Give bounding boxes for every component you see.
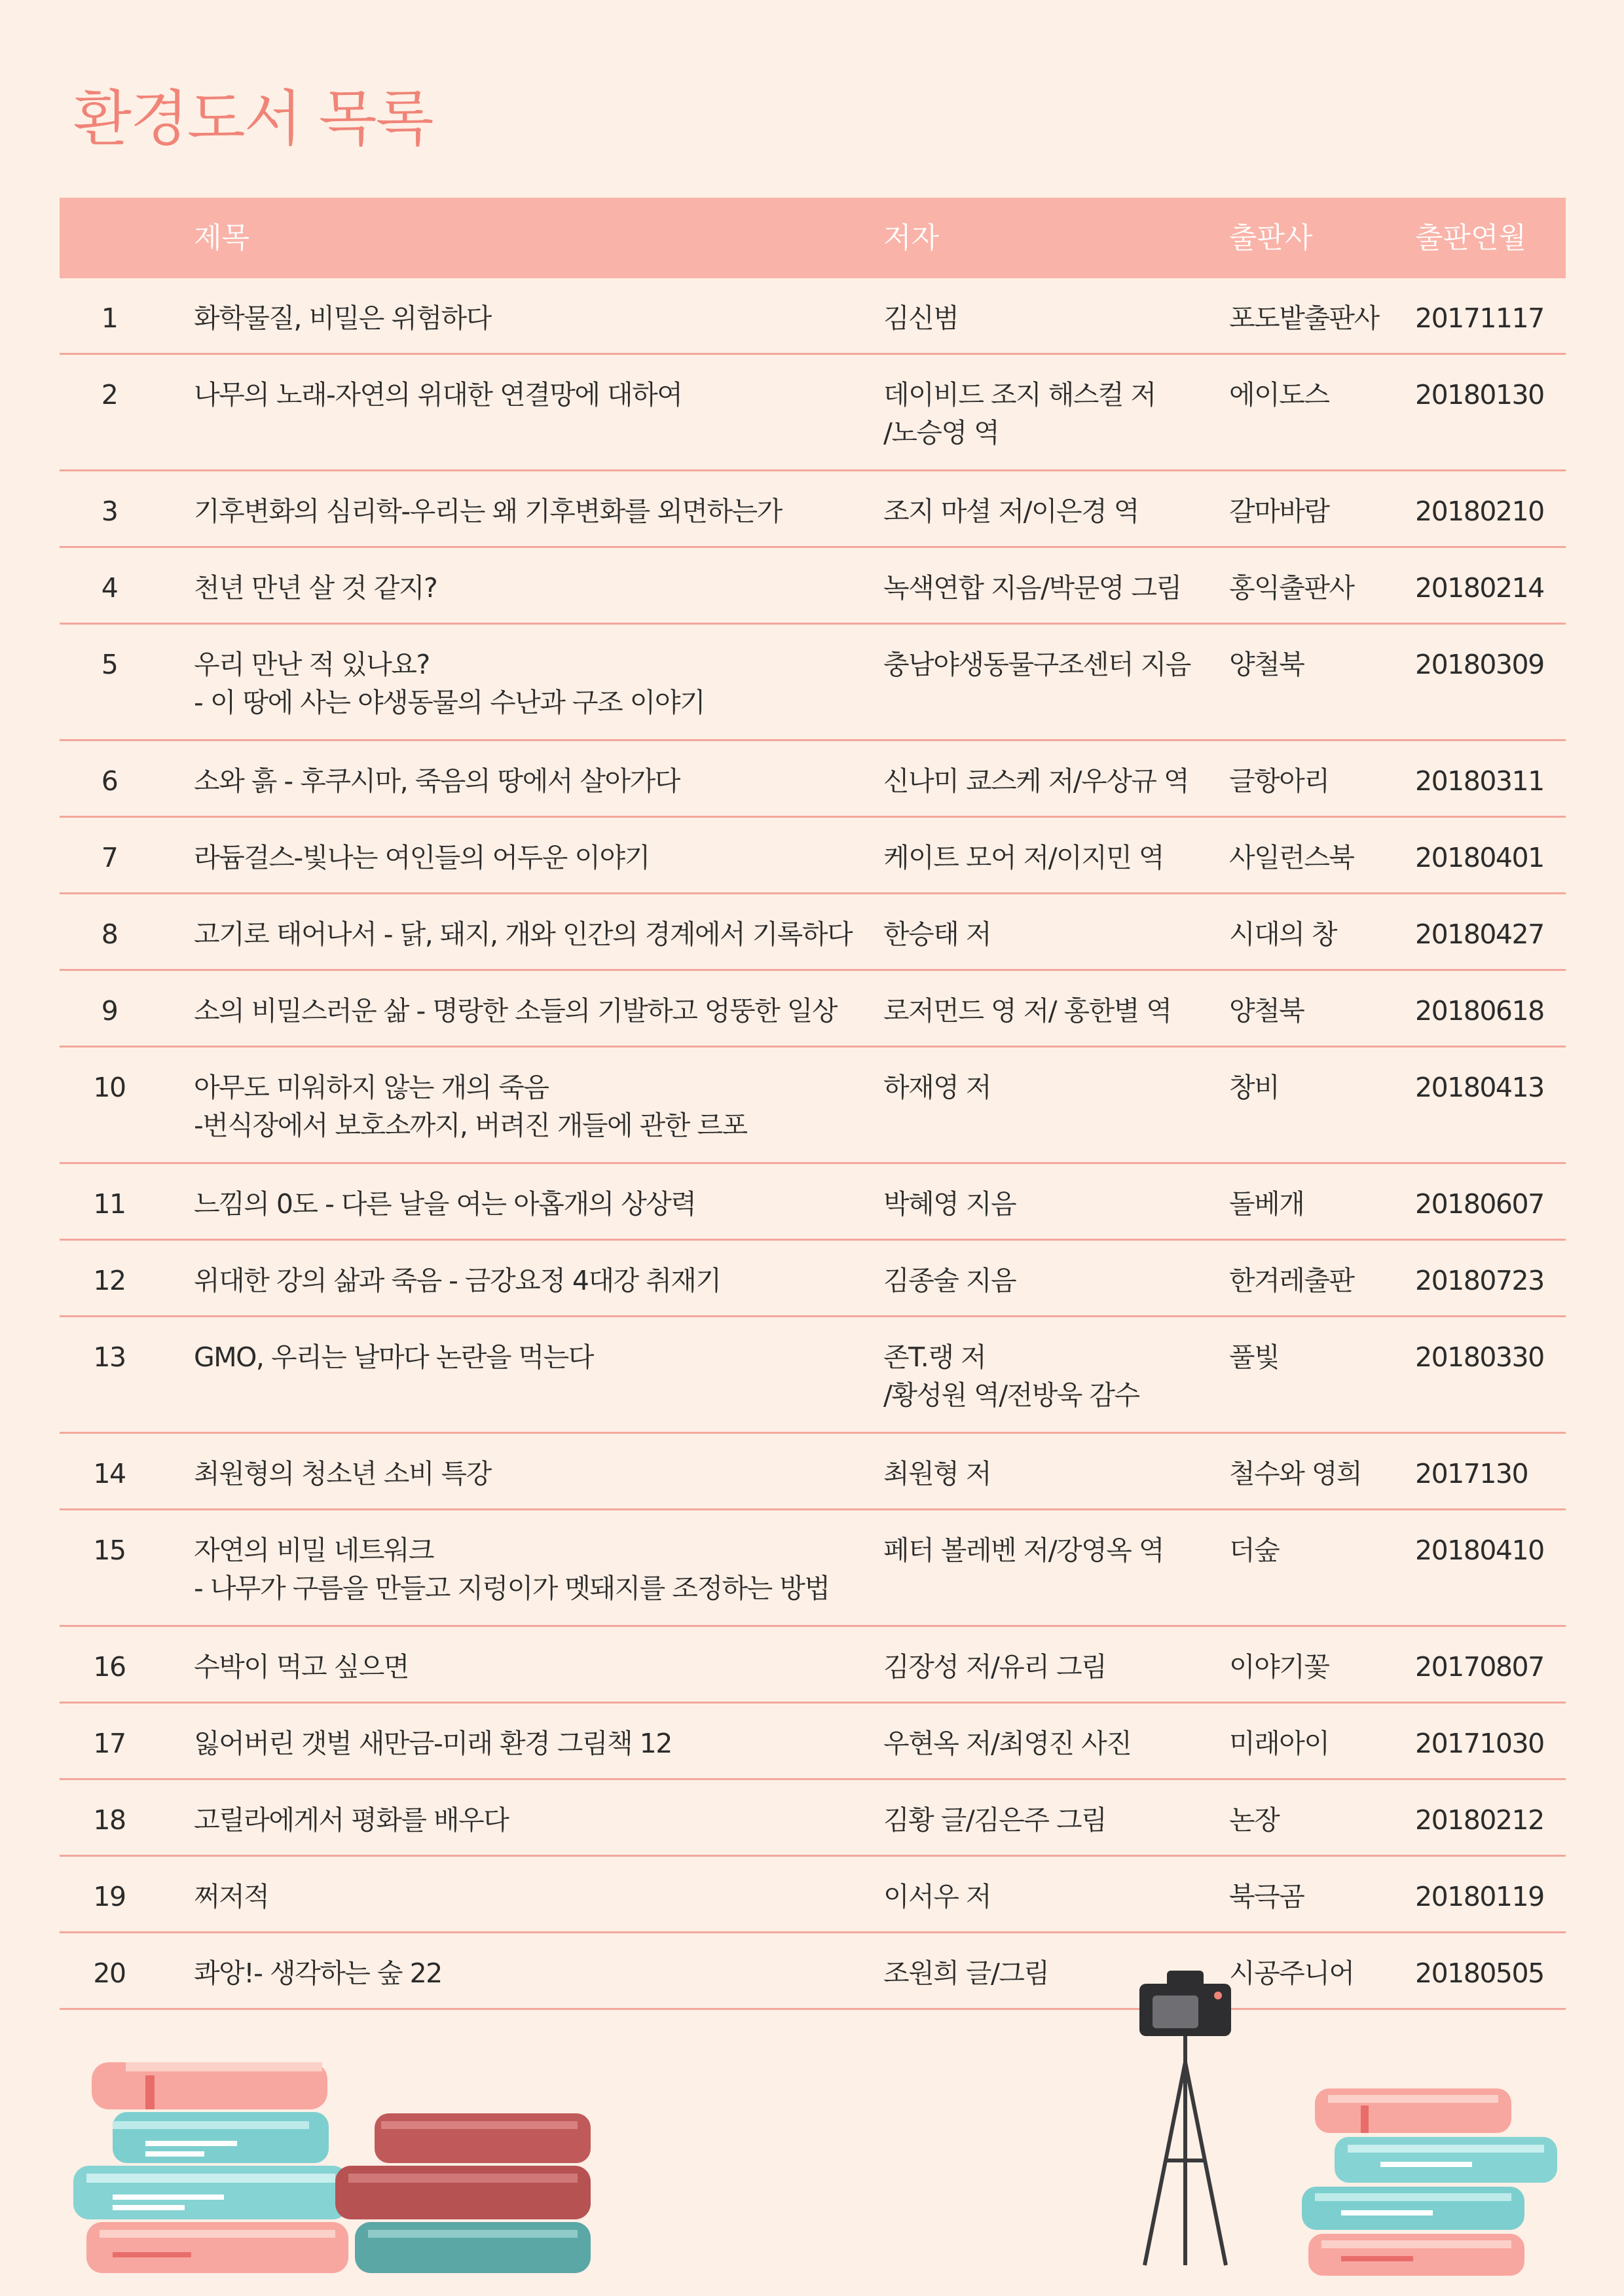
row-number: 4 — [101, 572, 118, 604]
table-row — [60, 1164, 1566, 1241]
book-title: 화학물질, 비밀은 위험하다 — [194, 302, 491, 334]
book-author: 한승태 저 — [883, 919, 991, 950]
table-header — [60, 198, 1566, 278]
header-title: 제목 — [194, 221, 250, 255]
book-author: 우현옥 저/최영진 사진 — [883, 1728, 1132, 1759]
book-date: 20171117 — [1415, 302, 1544, 334]
row-number: 18 — [93, 1804, 126, 1836]
table-row — [60, 471, 1566, 548]
book-title: 나무의 노래-자연의 위대한 연결망에 대하여 — [194, 379, 682, 410]
book-title: 수박이 먹고 싶으면 — [194, 1651, 409, 1683]
book-title: 위대한 강의 삶과 죽음 - 금강요정 4대강 취재기 — [194, 1265, 721, 1296]
row-number: 7 — [101, 842, 118, 873]
row-number: 10 — [93, 1072, 126, 1103]
book-author: 김황 글/김은주 그림 — [883, 1804, 1107, 1836]
book-7 — [355, 2222, 591, 2273]
book-author: 김종술 지음 — [883, 1265, 1016, 1296]
book-author: 하재영 저 — [883, 1072, 991, 1103]
book-title: 잃어버린 갯벌 새만금-미래 환경 그림책 12 — [194, 1728, 672, 1759]
row-number: 2 — [101, 379, 118, 410]
table-row — [60, 1933, 1566, 2010]
row-number: 15 — [93, 1535, 126, 1566]
book-1 — [92, 2062, 327, 2109]
book-publisher: 포도밭출판사 — [1229, 302, 1379, 334]
camera-tripod-icon — [1126, 1964, 1244, 2278]
book-date: 20180210 — [1415, 496, 1544, 527]
book-publisher: 북극곰 — [1229, 1881, 1304, 1912]
row-number: 8 — [101, 919, 118, 950]
table-row — [60, 1857, 1566, 1933]
book-title: 고릴라에게서 평화를 배우다 — [194, 1804, 509, 1836]
book-stack-icon — [73, 2056, 597, 2278]
book-publisher: 양철북 — [1229, 995, 1304, 1027]
table-body — [60, 278, 1566, 2010]
table-row — [60, 1627, 1566, 1704]
book-title: 느낌의 0도 - 다른 날을 여는 아홉개의 상상력 — [194, 1188, 696, 1220]
book-publisher: 사일런스북 — [1229, 842, 1354, 873]
book-publisher: 논장 — [1229, 1804, 1280, 1836]
book-publisher: 양철북 — [1229, 649, 1304, 680]
header-date: 출판연월 — [1415, 221, 1527, 255]
book-publisher: 미래아이 — [1229, 1728, 1329, 1759]
book-title: 고기로 태어나서 - 닭, 돼지, 개와 인간의 경계에서 기록하다 — [194, 919, 853, 950]
book-title: GMO, 우리는 날마다 논란을 먹는다 — [194, 1341, 593, 1373]
table-row — [60, 1780, 1566, 1857]
book-author: 데이비드 조지 해스컬 저 /노승영 역 — [883, 379, 1156, 448]
book-title: 기후변화의 심리학-우리는 왜 기후변화를 외면하는가 — [194, 496, 782, 527]
book-date: 20180119 — [1415, 1881, 1544, 1912]
table-row — [60, 894, 1566, 971]
table-row — [60, 818, 1566, 894]
book-title: 천년 만년 살 것 같지? — [194, 572, 437, 604]
book-date: 20180330 — [1415, 1341, 1544, 1373]
row-number: 19 — [93, 1881, 126, 1912]
book-author: 김장성 저/유리 그림 — [883, 1651, 1107, 1683]
book-date: 20180618 — [1415, 995, 1544, 1027]
book-title: 아무도 미워하지 않는 개의 죽음 -번식장에서 보호소까지, 버려진 개들에 관한 르포 — [194, 1072, 747, 1141]
book-date: 20180505 — [1415, 1958, 1544, 1989]
book-title: 우리 만난 적 있나요? - 이 땅에 사는 야생동물의 수난과 구조 이야기 — [194, 649, 705, 718]
book-date: 20180413 — [1415, 1072, 1544, 1103]
page-title: 환경도서 목록 — [73, 84, 433, 154]
book-publisher: 갈마바람 — [1229, 496, 1329, 527]
table-row — [60, 1241, 1566, 1317]
table-row — [60, 1434, 1566, 1510]
book-publisher: 창비 — [1229, 1072, 1280, 1103]
row-number: 11 — [93, 1188, 126, 1220]
book-author: 존T.랭 저 /황성원 역/전방욱 감수 — [883, 1341, 1139, 1411]
table-row — [60, 1510, 1566, 1627]
book-publisher: 홍익출판사 — [1229, 572, 1354, 604]
table-row — [60, 741, 1566, 818]
book-date: 20180309 — [1415, 649, 1544, 680]
row-number: 16 — [93, 1651, 126, 1683]
book-publisher: 더숲 — [1229, 1535, 1280, 1566]
table-row — [60, 625, 1566, 741]
book-3 — [73, 2166, 348, 2219]
row-number: 12 — [93, 1265, 126, 1296]
row-number: 6 — [101, 765, 118, 797]
book-date: 20180427 — [1415, 919, 1544, 950]
book-4 — [1308, 2234, 1524, 2276]
book-5 — [375, 2113, 591, 2163]
row-number: 5 — [101, 649, 118, 680]
book-publisher: 시대의 창 — [1229, 919, 1337, 950]
table-row — [60, 278, 1566, 355]
book-publisher: 에이도스 — [1229, 379, 1329, 410]
book-publisher: 시공주니어 — [1229, 1958, 1354, 1989]
book-author: 최원형 저 — [883, 1458, 991, 1489]
table-row — [60, 548, 1566, 625]
book-publisher: 풀빛 — [1229, 1341, 1280, 1373]
book-author: 녹색연합 지음/박문영 그림 — [883, 572, 1181, 604]
book-date: 20180130 — [1415, 379, 1544, 410]
book-title: 소의 비밀스러운 삶 - 명랑한 소들의 기발하고 엉뚱한 일상 — [194, 995, 837, 1027]
book-author: 조지 마셜 저/이은경 역 — [883, 496, 1139, 527]
book-date: 20180607 — [1415, 1188, 1544, 1220]
book-title: 콰앙!- 생각하는 숲 22 — [194, 1958, 442, 1989]
book-publisher: 한겨레출판 — [1229, 1265, 1354, 1296]
table-row — [60, 1317, 1566, 1434]
book-author: 케이트 모어 저/이지민 역 — [883, 842, 1164, 873]
table-row — [60, 355, 1566, 471]
book-date: 20180214 — [1415, 572, 1544, 604]
book-author: 신나미 쿄스케 저/우상규 역 — [883, 765, 1189, 797]
book-publisher: 이야기꽃 — [1229, 1651, 1329, 1683]
book-date: 20171030 — [1415, 1728, 1544, 1759]
book-publisher: 철수와 영희 — [1229, 1458, 1362, 1489]
book-1 — [1315, 2088, 1511, 2133]
book-2 — [1335, 2137, 1557, 2183]
book-6 — [335, 2166, 591, 2219]
book-author: 충남야생동물구조센터 지음 — [883, 649, 1190, 680]
book-title: 쩌저적 — [194, 1881, 269, 1912]
book-title: 최원형의 청소년 소비 특강 — [194, 1458, 491, 1489]
book-title: 라듐걸스-빛나는 여인들의 어두운 이야기 — [194, 842, 650, 873]
book-author: 이서우 저 — [883, 1881, 991, 1912]
book-date: 20180723 — [1415, 1265, 1544, 1296]
book-author: 페터 볼레벤 저/강영옥 역 — [883, 1535, 1164, 1566]
book-publisher: 글항아리 — [1229, 765, 1329, 797]
book-table — [60, 198, 1566, 2010]
book-stack-icon — [1302, 2088, 1577, 2278]
row-number: 14 — [93, 1458, 126, 1489]
table-row — [60, 1704, 1566, 1780]
row-number: 13 — [93, 1341, 126, 1373]
row-number: 9 — [101, 995, 118, 1027]
tripod — [1145, 2036, 1226, 2265]
book-date: 2017130 — [1415, 1458, 1528, 1489]
book-date: 20170807 — [1415, 1651, 1544, 1683]
book-2 — [113, 2112, 329, 2163]
book-author: 로저먼드 영 저/ 홍한별 역 — [883, 995, 1172, 1027]
book-author: 조원희 글/그림 — [883, 1958, 1049, 1989]
camera — [1139, 1971, 1231, 2036]
book-publisher: 돌베개 — [1229, 1188, 1304, 1220]
book-author: 김신범 — [883, 302, 959, 334]
table-row — [60, 1048, 1566, 1164]
book-title: 소와 흙 - 후쿠시마, 죽음의 땅에서 살아가다 — [194, 765, 680, 797]
header-author: 저자 — [883, 221, 940, 255]
row-number: 20 — [93, 1958, 126, 1989]
book-4 — [86, 2222, 348, 2273]
book-date: 20180311 — [1415, 765, 1544, 797]
book-author: 박혜영 지음 — [883, 1188, 1016, 1220]
row-number: 3 — [101, 496, 118, 527]
book-3 — [1302, 2187, 1524, 2230]
book-date: 20180212 — [1415, 1804, 1544, 1836]
book-title: 자연의 비밀 네트워크 - 나무가 구름을 만들고 지렁이가 멧돼지를 조정하는 방법 — [194, 1535, 830, 1604]
header-publisher: 출판사 — [1229, 221, 1313, 255]
book-date: 20180410 — [1415, 1535, 1544, 1566]
book-date: 20180401 — [1415, 842, 1544, 873]
row-number: 1 — [101, 302, 118, 334]
table-row — [60, 971, 1566, 1048]
row-number: 17 — [93, 1728, 126, 1759]
